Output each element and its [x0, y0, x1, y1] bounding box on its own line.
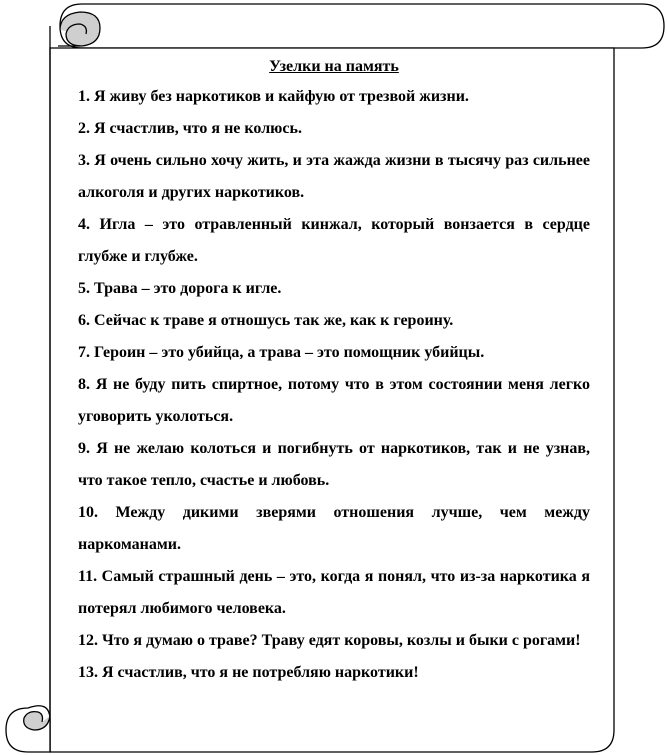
memo-item: 4. Игла – это отравленный кинжал, который вонзается в сердце глубже и глубже. [78, 216, 590, 265]
memo-item: 7. Героин – это убийца, а трава – это помощник убийцы. [78, 344, 485, 361]
memo-item: 6. Сейчас к траве я отношусь так же, как к героину. [78, 312, 454, 329]
memo-title: Узелки на память [269, 58, 399, 75]
memo-item: 13. Я счастлив, что я не потребляю наркотики! [78, 664, 419, 681]
memo-item: 12. Что я думаю о траве? Траву едят коровы, козлы и быки с рогами! [78, 632, 581, 649]
memo-item: 3. Я очень сильно хочу жить, и эта жажда жизни в тысячу раз сильнее алкоголя и других наркотиков. [78, 152, 590, 201]
scroll-top-roll [60, 4, 664, 48]
memo-item: 10. Между дикими зверями отношения лучше, чем между наркоманами. [78, 504, 590, 553]
memo-content [78, 55, 590, 689]
memo-item: 1. Я живу без наркотиков и кайфую от трезвой жизни. [78, 88, 469, 105]
memo-item: 5. Трава – это дорога к игле. [78, 280, 282, 297]
memo-item: 11. Самый страшный день – это, когда я понял, что из-за наркотика я потерял любимого человека. [78, 568, 590, 617]
memo-item: 8. Я не буду пить спиртное, потому что в этом состоянии меня легко уговорить уколоться. [78, 376, 590, 425]
memo-list [78, 81, 590, 689]
memo-item: 9. Я не желаю колоться и погибнуть от наркотиков, так и не узнав, что такое тепло, счастье и любовь. [78, 440, 590, 489]
memo-item: 2. Я счастлив, что я не колюсь. [78, 120, 302, 137]
